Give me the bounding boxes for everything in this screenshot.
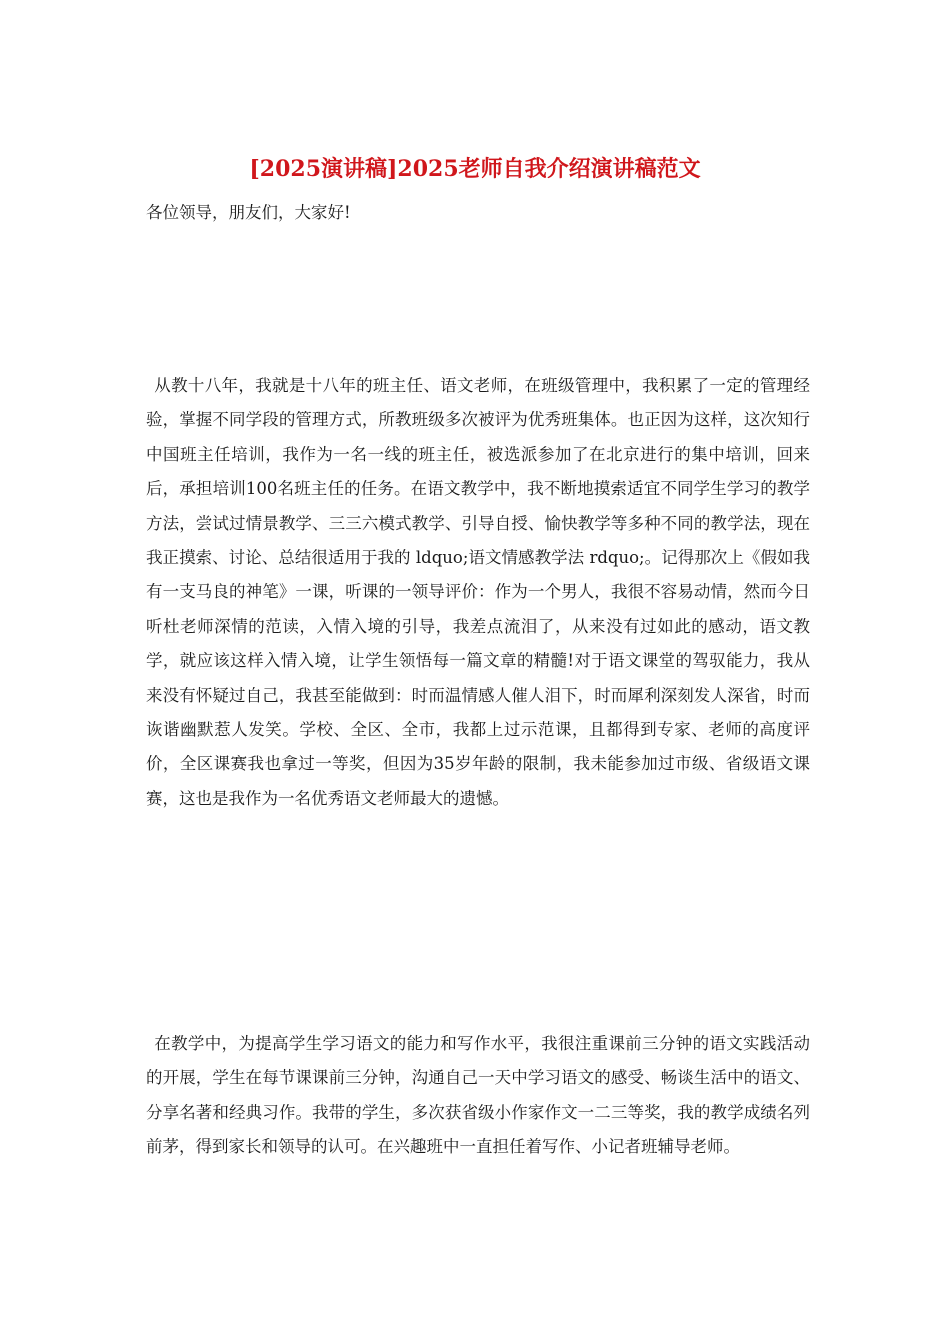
body-paragraph-2: 在教学中，为提高学生学习语文的能力和写作水平，我很注重课前三分钟的语文实践活动的开展，学生在每节课课前三分钟，沟通自己一天中学习语文的感受、畅谈生活中的语文、分享名著和经典习作。我带的学生，多次获省级小作家作文一二三等奖，我的教学成绩名列前茅，得到家长和领导的认可。在兴趣班中一直担任着写作、小记者班辅导老师。 bbox=[146, 1034, 810, 1157]
greeting-line: 各位领导，朋友们，大家好! bbox=[146, 203, 351, 222]
document-title: [2025演讲稿]2025老师自我介绍演讲稿范文 bbox=[249, 156, 701, 182]
body-paragraph-1: 从教十八年，我就是十八年的班主任、语文老师，在班级管理中，我积累了一定的管理经验，掌握不同学段的管理方式，所教班级多次被评为优秀班集体。也正因为这样，这次知行中国班主任培训，我作为一名一线的班主任，被选派参加了在北京进行的集中培训，回来后，承担培训100名班主任的任务。在语文教学中，我不断地摸索适宜不同学生学习的教学方法，尝试过情景教学、三三六模式教学、引导自授、愉快教学等多种不同的教学法，现在我正摸索、讨论、总结很适用于我的 ldquo;语文情感教学法 rdquo;。记得那次上《假如我有一支马良的神笔》一课，听课的一领导评价：作为一个男人，我很不容易动情，然而今日听杜老师深情的范读，入情入境的引导，我差点流泪了，从来没有过如此的感动，语文教学，就应该这样入情入境，让学生领悟每一篇文章的精髓!对于语文课堂的驾驭能力，我从来没有怀疑过自己，我甚至能做到：时而温情感人催人泪下，时而犀利深刻发人深省，时而诙谐幽默惹人发笑。学校、全区、全市，我都上过示范课，且都得到专家、老师的高度评价，全区课赛我也拿过一等奖，但因为35岁年龄的限制，我未能参加过市级、省级语文课赛，这也是我作为一名优秀语文老师最大的遗憾。 bbox=[146, 376, 810, 808]
